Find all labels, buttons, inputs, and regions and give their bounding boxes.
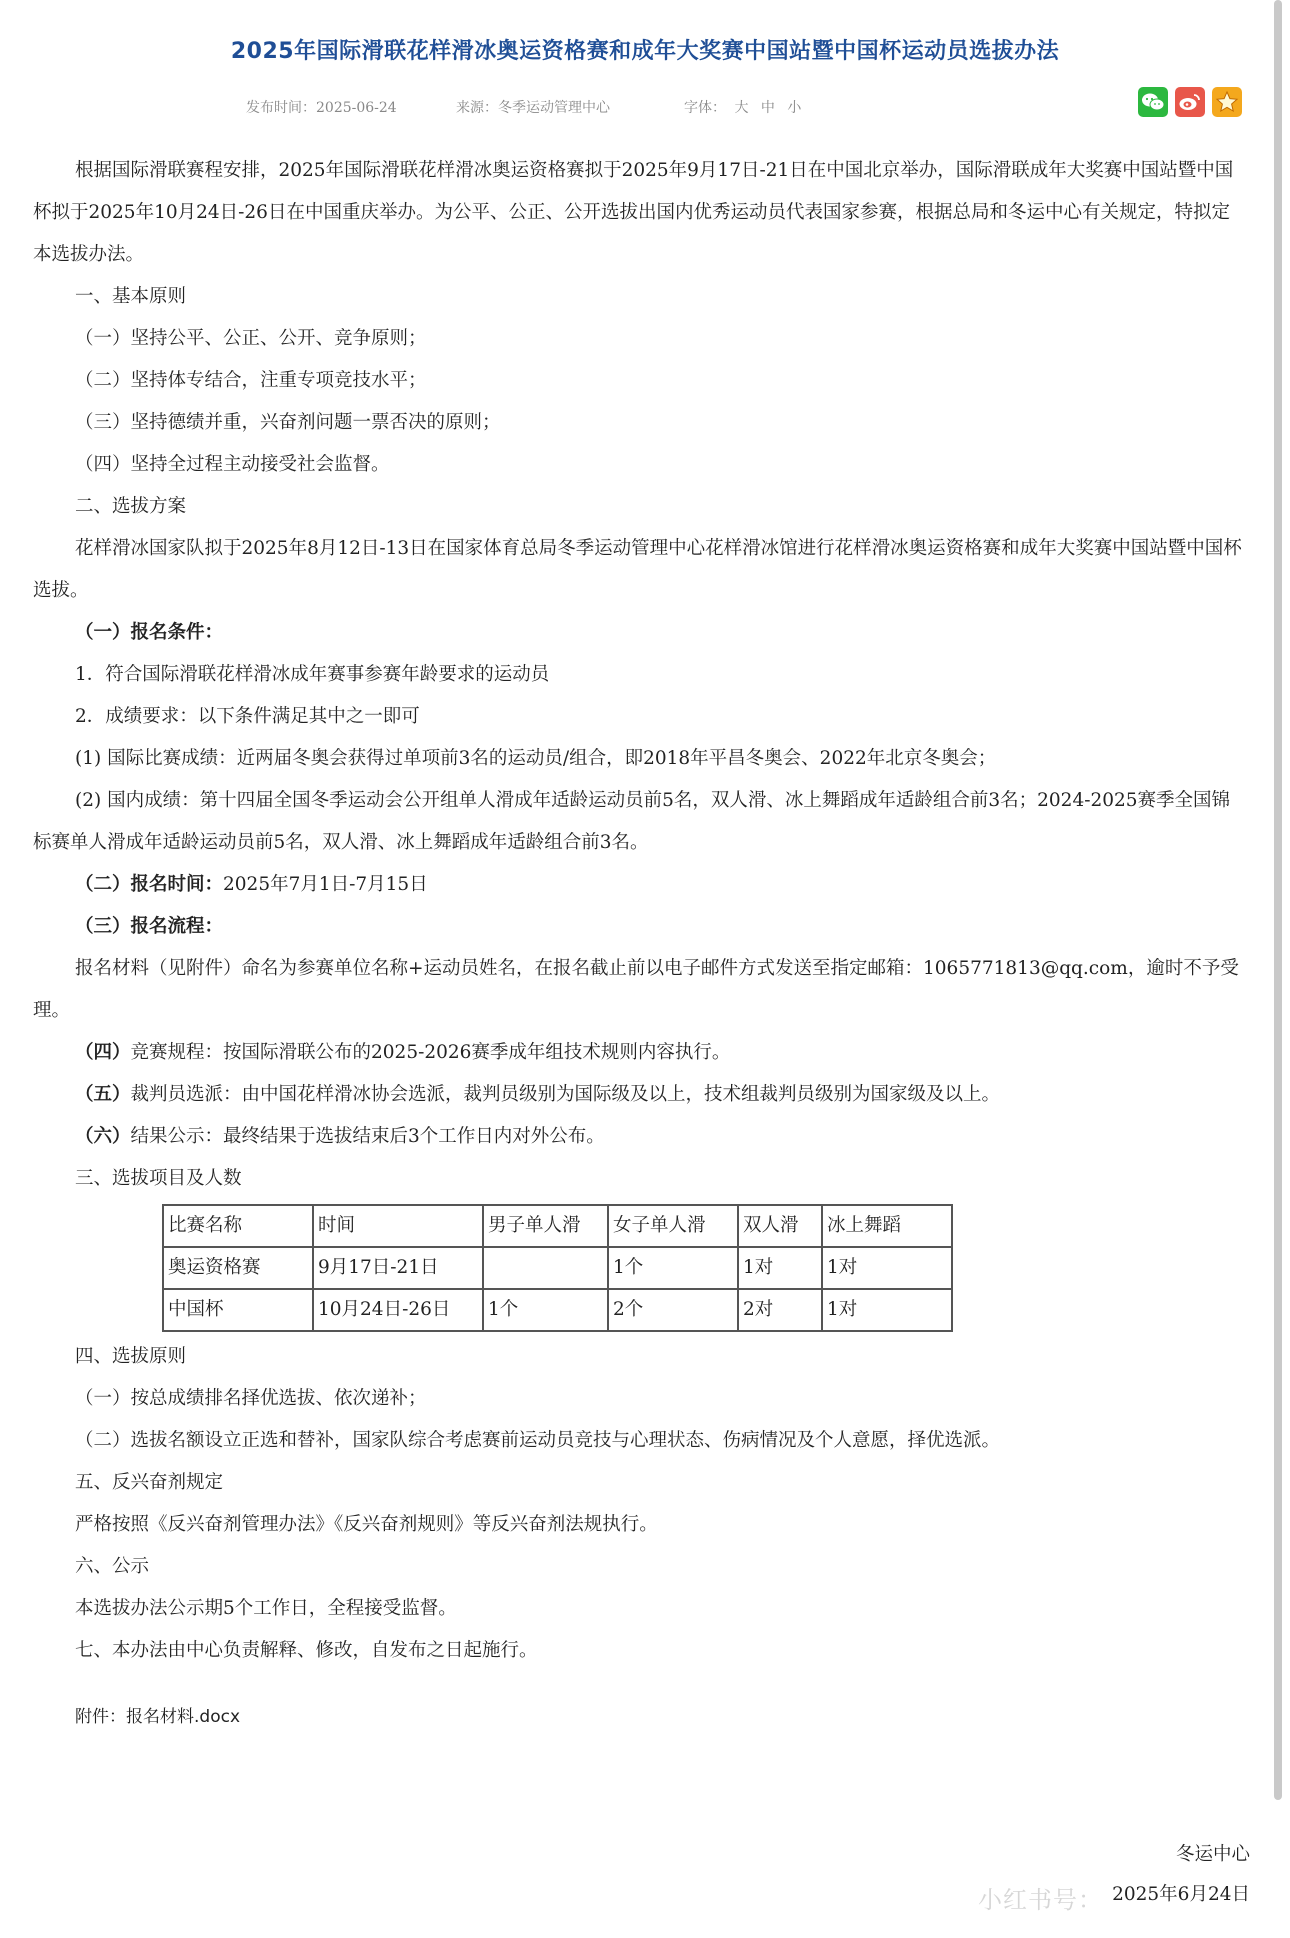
attachment-label: 附件： bbox=[75, 1707, 126, 1727]
results-publication bbox=[33, 1116, 1248, 1158]
share-weibo-button[interactable] bbox=[1175, 87, 1205, 117]
attachment-line bbox=[33, 1696, 1248, 1738]
selection-table bbox=[162, 1204, 953, 1332]
attachment-link[interactable]: 报名材料.docx bbox=[126, 1707, 241, 1727]
table-row bbox=[163, 1247, 952, 1289]
table-cell bbox=[483, 1247, 608, 1289]
principle-item: （二）坚持体专结合，注重专项竞技水平； bbox=[75, 370, 427, 391]
section-heading: 一、基本原则 bbox=[75, 286, 187, 307]
vertical-scrollbar[interactable] bbox=[1274, 0, 1282, 1800]
table-cell: 中国杯 bbox=[163, 1289, 313, 1331]
table-header-cell: 时间 bbox=[313, 1205, 483, 1247]
condition-subitem: (1) 国际比赛成绩：近两届冬奥会获得过单项前3名的运动员/组合，即2018年平昌冬奥会、2022年北京冬奥会； bbox=[75, 748, 997, 769]
table-cell: 1对 bbox=[822, 1247, 952, 1289]
table-cell: 2个 bbox=[608, 1289, 738, 1331]
item-number: （六） bbox=[75, 1126, 131, 1147]
condition-item: 2．成绩要求：以下条件满足其中之一即可 bbox=[75, 706, 420, 727]
publish-label: 发布时间： bbox=[246, 100, 316, 116]
selection-principle-item: （二）选拔名额设立正选和替补，国家队综合考虑赛前运动员竞技与心理状态、伤病情况及个人意愿，择优选派。 bbox=[75, 1430, 1001, 1451]
table-header-cell: 比赛名称 bbox=[163, 1205, 313, 1247]
registration-flow-title: （三）报名流程： bbox=[75, 916, 224, 937]
section-heading: 五、反兴奋剂规定 bbox=[75, 1472, 224, 1493]
registration-conditions-title: （一）报名条件： bbox=[75, 622, 224, 643]
source-info bbox=[456, 97, 610, 117]
table-cell: 1个 bbox=[608, 1247, 738, 1289]
selection-principle-item: （一）按总成绩排名择优选拔、依次递补； bbox=[75, 1388, 427, 1409]
font-size-label: 字体： bbox=[684, 100, 726, 116]
principle-item: （一）坚持公平、公正、公开、竞争原则； bbox=[75, 328, 427, 349]
font-large-button[interactable]: 大 bbox=[734, 100, 749, 116]
item-number: （五） bbox=[75, 1084, 131, 1105]
publish-date: 2025-06-24 bbox=[316, 100, 397, 116]
intro-paragraph: 根据国际滑联赛程安排，2025年国际滑联花样滑冰奥运资格赛拟于2025年9月17日-21日在中国北京举办，国际滑联成年大奖赛中国站暨中国杯拟于2025年10月24日-26日在中国重庆举办。为公平、公正、公开选拔出国内优秀运动员代表国家参赛，根据总局和冬运中心有关规定，特拟定本选拔办法。 bbox=[33, 160, 1234, 265]
share-wechat-button[interactable] bbox=[1138, 87, 1168, 117]
source-name: 冬季运动管理中心 bbox=[498, 100, 610, 116]
table-cell: 10月24日-26日 bbox=[313, 1289, 483, 1331]
font-small-button[interactable]: 小 bbox=[787, 100, 802, 116]
condition-subitem: (2) 国内成绩：第十四届全国冬季运动会公开组单人滑成年适龄运动员前5名，双人滑、冰上舞蹈成年适龄组合前3名；2024-2025赛季全国锦标赛单人滑成年适龄运动员前5名，双人滑、冰上舞蹈成年适龄组合前3名。 bbox=[33, 790, 1231, 853]
condition-item: 1．符合国际滑联花样滑冰成年赛事参赛年龄要求的运动员 bbox=[75, 664, 550, 685]
registration-flow-paragraph: 报名材料（见附件）命名为参赛单位名称+运动员姓名，在报名截止前以电子邮件方式发送至指定邮箱：1065771813@qq.com，逾时不予受理。 bbox=[33, 958, 1239, 1021]
publish-info bbox=[246, 97, 397, 117]
competition-rules-text: 竞赛规程：按国际滑联公布的2025-2026赛季成年组技术规则内容执行。 bbox=[130, 1042, 731, 1063]
page-title: 2025年国际滑联花样滑冰奥运资格赛和成年大奖赛中国站暨中国杯运动员选拔办法 bbox=[230, 39, 1060, 64]
principle-item: （三）坚持德绩并重，兴奋剂问题一票否决的原则； bbox=[75, 412, 501, 433]
section-heading: 二、选拔方案 bbox=[75, 496, 187, 517]
table-header-cell: 女子单人滑 bbox=[608, 1205, 738, 1247]
anti-doping-paragraph: 严格按照《反兴奋剂管理办法》《反兴奋剂规则》等反兴奋剂法规执行。 bbox=[75, 1514, 658, 1535]
judges-assignment bbox=[33, 1074, 1248, 1116]
signature-org: 冬运中心 bbox=[1175, 1844, 1250, 1865]
judges-assignment-text: 裁判员选派：由中国花样滑冰协会选派，裁判员级别为国际级及以上，技术组裁判员级别为国家级及以上。 bbox=[130, 1084, 1001, 1105]
table-header-row bbox=[163, 1205, 952, 1247]
principle-item: （四）坚持全过程主动接受社会监督。 bbox=[75, 454, 390, 475]
competition-rules bbox=[33, 1032, 1248, 1074]
section-heading: 三、选拔项目及人数 bbox=[75, 1168, 242, 1189]
font-medium-button[interactable]: 中 bbox=[760, 100, 775, 116]
source-label: 来源： bbox=[456, 100, 498, 116]
results-publication-text: 结果公示：最终结果于选拔结束后3个工作日内对外公布。 bbox=[130, 1126, 605, 1147]
table-cell: 1对 bbox=[822, 1289, 952, 1331]
table-cell: 1个 bbox=[483, 1289, 608, 1331]
section-heading: 七、本办法由中心负责解释、修改，自发布之日起施行。 bbox=[75, 1640, 538, 1661]
table-header-cell: 双人滑 bbox=[738, 1205, 822, 1247]
table-cell: 奥运资格赛 bbox=[163, 1247, 313, 1289]
article-body bbox=[33, 150, 1248, 1738]
table-header-cell: 冰上舞蹈 bbox=[822, 1205, 952, 1247]
table-cell: 9月17日-21日 bbox=[313, 1247, 483, 1289]
publicity-paragraph: 本选拔办法公示期5个工作日，全程接受监督。 bbox=[75, 1598, 457, 1619]
section-heading: 四、选拔原则 bbox=[75, 1346, 187, 1367]
item-number: （四） bbox=[75, 1042, 131, 1063]
font-size-control bbox=[684, 97, 801, 117]
table-header-cell: 男子单人滑 bbox=[483, 1205, 608, 1247]
registration-time bbox=[33, 864, 1248, 906]
table-row bbox=[163, 1289, 952, 1331]
star-icon bbox=[1215, 90, 1239, 114]
signature-date: 2025年6月24日 bbox=[1112, 1884, 1250, 1905]
table-cell: 1对 bbox=[738, 1247, 822, 1289]
section-heading: 六、公示 bbox=[75, 1556, 150, 1577]
weibo-icon bbox=[1178, 92, 1202, 112]
wechat-icon bbox=[1141, 92, 1165, 112]
registration-time-title: （二）报名时间： bbox=[75, 874, 224, 895]
plan-paragraph: 花样滑冰国家队拟于2025年8月12日-13日在国家体育总局冬季运动管理中心花样滑冰馆进行花样滑冰奥运资格赛和成年大奖赛中国站暨中国杯选拔。 bbox=[33, 538, 1242, 601]
favorite-button[interactable] bbox=[1212, 87, 1242, 117]
registration-time-value: 2025年7月1日-7月15日 bbox=[223, 874, 428, 895]
watermark-text: 小红书号： bbox=[978, 1886, 1103, 1914]
table-cell: 2对 bbox=[738, 1289, 822, 1331]
